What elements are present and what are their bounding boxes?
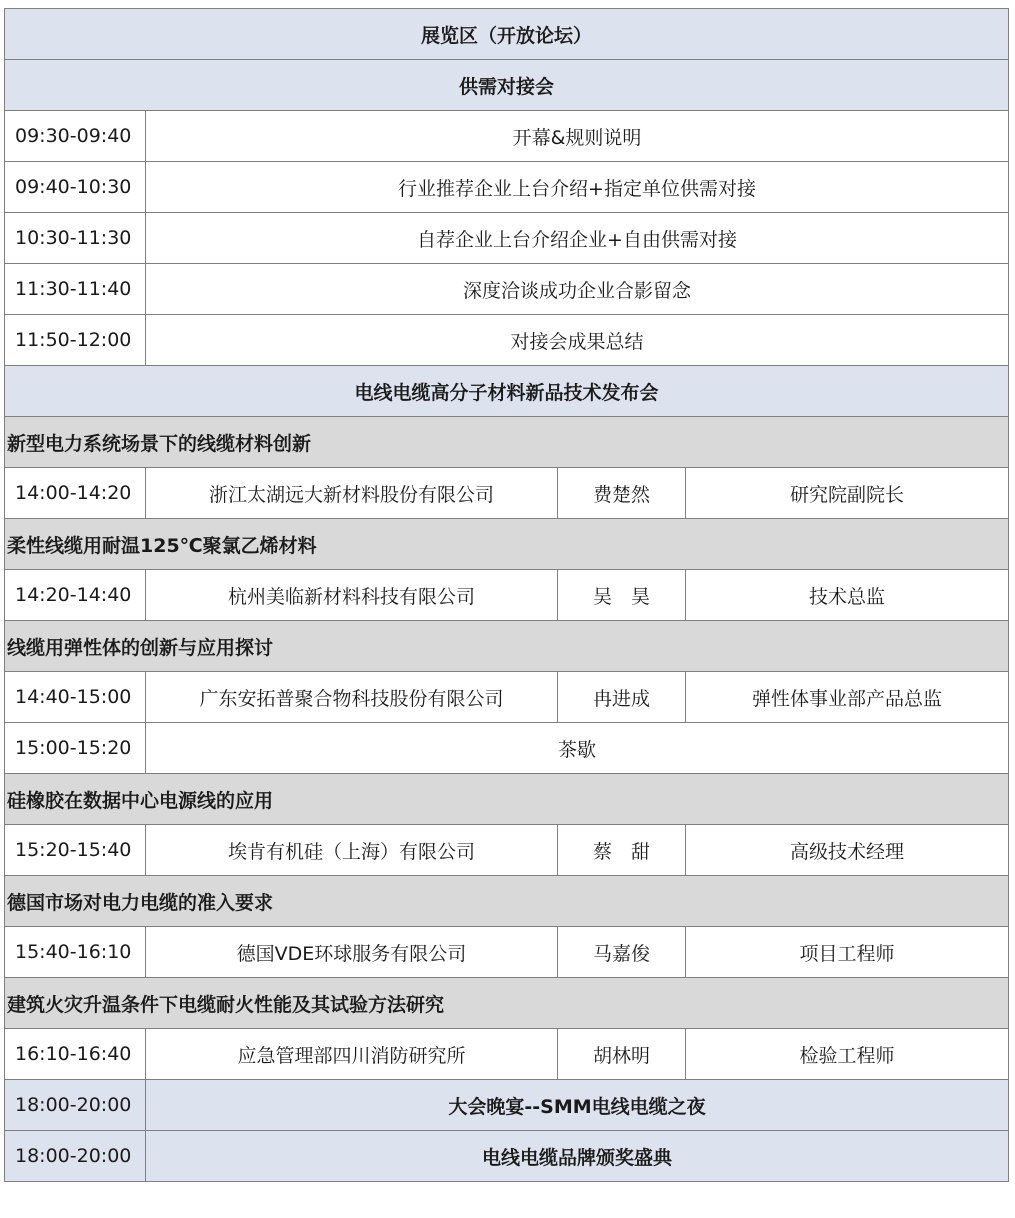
topic-row [5,978,1009,1029]
topic-title: 新型电力系统场景下的线缆材料创新 [5,417,1009,468]
speaker-row [5,927,1009,978]
agenda-table [4,8,1009,1182]
speaker-row [5,672,1009,723]
time-cell: 09:40-10:30 [5,162,146,213]
speaker-cell: 马嘉俊 [558,927,686,978]
speaker-cell: 蔡 甜 [558,825,686,876]
time-cell: 16:10-16:40 [5,1029,146,1080]
exhibition-title: 展览区（开放论坛） [5,9,1009,60]
evening-row [5,1080,1009,1131]
speaker-cell: 吴 昊 [558,570,686,621]
agenda-item-cell: 对接会成果总结 [146,315,1009,366]
launch-section-title: 电线电缆高分子材料新品技术发布会 [5,366,1009,417]
company-cell: 杭州美临新材料科技有限公司 [146,570,558,621]
topic-row [5,774,1009,825]
time-cell: 18:00-20:00 [5,1080,146,1131]
position-cell: 项目工程师 [686,927,1009,978]
time-cell: 11:50-12:00 [5,315,146,366]
position-cell: 研究院副院长 [686,468,1009,519]
schedule-row [5,162,1009,213]
speaker-row [5,468,1009,519]
supply-section-header-row [5,60,1009,111]
topic-title: 德国市场对电力电缆的准入要求 [5,876,1009,927]
topic-title: 建筑火灾升温条件下电缆耐火性能及其试验方法研究 [5,978,1009,1029]
company-cell: 浙江太湖远大新材料股份有限公司 [146,468,558,519]
speaker-row [5,1029,1009,1080]
break-row [5,723,1009,774]
time-cell: 15:40-16:10 [5,927,146,978]
topic-title: 线缆用弹性体的创新与应用探讨 [5,621,1009,672]
time-cell: 10:30-11:30 [5,213,146,264]
position-cell: 检验工程师 [686,1029,1009,1080]
speaker-cell: 冉进成 [558,672,686,723]
supply-section-title: 供需对接会 [5,60,1009,111]
launch-section-header-row [5,366,1009,417]
agenda-item-cell: 开幕&规则说明 [146,111,1009,162]
position-cell: 高级技术经理 [686,825,1009,876]
time-cell: 14:00-14:20 [5,468,146,519]
topic-title: 柔性线缆用耐温125℃聚氯乙烯材料 [5,519,1009,570]
schedule-row [5,264,1009,315]
company-cell: 埃肯有机硅（上海）有限公司 [146,825,558,876]
evening-row [5,1131,1009,1182]
time-cell: 15:20-15:40 [5,825,146,876]
topic-row [5,876,1009,927]
topic-title: 硅橡胶在数据中心电源线的应用 [5,774,1009,825]
agenda-item-cell: 深度洽谈成功企业合影留念 [146,264,1009,315]
agenda-item-cell: 自荐企业上台介绍企业+自由供需对接 [146,213,1009,264]
agenda-item-cell: 行业推荐企业上台介绍+指定单位供需对接 [146,162,1009,213]
time-cell: 14:20-14:40 [5,570,146,621]
speaker-row [5,570,1009,621]
topic-row [5,417,1009,468]
company-cell: 德国VDE环球服务有限公司 [146,927,558,978]
position-cell: 技术总监 [686,570,1009,621]
company-cell: 广东安拓普聚合物科技股份有限公司 [146,672,558,723]
topic-row [5,519,1009,570]
evening-event-title: 大会晚宴--SMM电线电缆之夜 [146,1080,1009,1131]
speaker-row [5,825,1009,876]
schedule-row [5,111,1009,162]
time-cell: 15:00-15:20 [5,723,146,774]
company-cell: 应急管理部四川消防研究所 [146,1029,558,1080]
exhibition-header-row [5,9,1009,60]
position-cell: 弹性体事业部产品总监 [686,672,1009,723]
topic-row [5,621,1009,672]
evening-event-title: 电线电缆品牌颁奖盛典 [146,1131,1009,1182]
speaker-cell: 费楚然 [558,468,686,519]
speaker-cell: 胡林明 [558,1029,686,1080]
schedule-row [5,315,1009,366]
time-cell: 14:40-15:00 [5,672,146,723]
time-cell: 11:30-11:40 [5,264,146,315]
break-label: 茶歇 [146,723,1009,774]
schedule-row [5,213,1009,264]
time-cell: 18:00-20:00 [5,1131,146,1182]
time-cell: 09:30-09:40 [5,111,146,162]
